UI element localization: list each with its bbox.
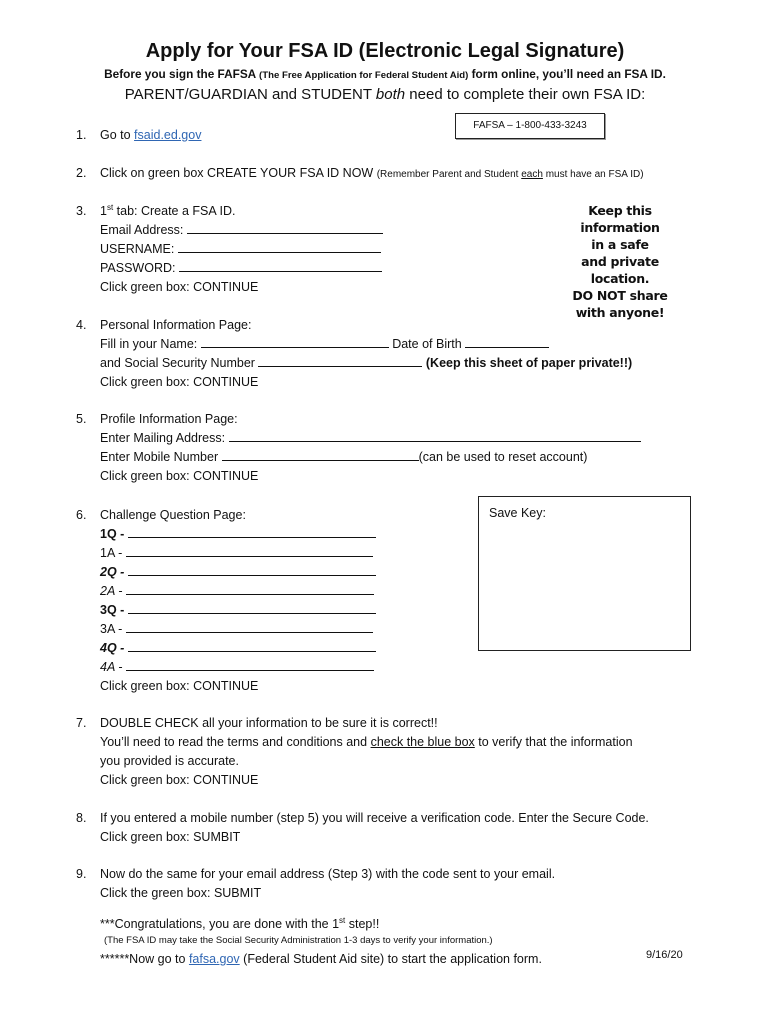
page-title: Apply for Your FSA ID (Electronic Legal Signature) <box>145 40 625 62</box>
password-line[interactable] <box>179 259 382 272</box>
document-date: 9/16/20 <box>646 949 683 961</box>
fafsa-phone-box: FAFSA – 1-800-433-3243 <box>455 113 605 139</box>
step-7-line-2: You’ll need to read the terms and conditions and check the blue box to verify that the information <box>100 735 633 749</box>
step-9-line-2: Click the green box: SUBMIT <box>100 886 262 900</box>
step-3-tab: 1st tab: Create a FSA ID. <box>100 202 236 218</box>
answer-1-field[interactable]: 1A - <box>100 544 373 563</box>
save-key-box[interactable] <box>478 496 691 651</box>
mobile-field[interactable]: Enter Mobile Number (can be used to reset account) <box>100 450 588 464</box>
name-line[interactable] <box>201 335 389 348</box>
answer-3-line[interactable] <box>126 620 373 633</box>
question-4-line[interactable] <box>128 639 376 652</box>
step-5-number: 5. <box>76 412 87 426</box>
mobile-line[interactable] <box>222 448 419 461</box>
step-1-number: 1. <box>76 128 87 142</box>
congratulations: ***Congratulations, you are done with the 1st step!! <box>100 915 380 931</box>
step-5-heading: Profile Information Page: <box>100 412 238 426</box>
answer-1-line[interactable] <box>126 544 373 557</box>
step-7-line-3: you provided is accurate. <box>100 754 239 768</box>
answer-4-field[interactable]: 4A - <box>100 658 374 677</box>
step-9-line-1: Now do the same for your email address (Step 3) with the code sent to your email. <box>100 867 556 881</box>
step-6-number: 6. <box>76 508 87 522</box>
step-2-number: 2. <box>76 166 87 180</box>
step-9-number: 9. <box>76 867 87 881</box>
dob-line[interactable] <box>465 335 549 348</box>
answer-2-field[interactable]: 2A - <box>100 582 374 601</box>
step-4-continue: Click green box: CONTINUE <box>100 375 259 389</box>
step-4-number: 4. <box>76 318 87 332</box>
answer-3-field[interactable]: 3A - <box>100 620 373 639</box>
fsaid-link[interactable]: fsaid.ed.gov <box>134 128 202 142</box>
final-instruction: ******Now go to fafsa.gov (Federal Student Aid site) to start the application form. <box>100 952 542 966</box>
step-3-number: 3. <box>76 204 87 218</box>
question-1-line[interactable] <box>128 525 376 538</box>
step-8-line-1: If you entered a mobile number (step 5) you will receive a verification code. Enter the Secure Code. <box>100 811 649 825</box>
question-1-field[interactable]: 1Q - <box>100 525 376 544</box>
ssn-line[interactable] <box>258 354 422 367</box>
ssn-field[interactable]: and Social Security Number (Keep this sheet of paper private!!) <box>100 356 633 370</box>
step-6-heading: Challenge Question Page: <box>100 508 246 522</box>
fafsa-link[interactable]: fafsa.gov <box>188 952 240 966</box>
step-2: Click on green box CREATE YOUR FSA ID NOW (Remember Parent and Student each must have an FSA ID) <box>100 166 644 180</box>
subtitle-2: PARENT/GUARDIAN and STUDENT both need to complete their own FSA ID: <box>124 86 646 103</box>
question-3-field[interactable]: 3Q - <box>100 601 376 620</box>
step-7-continue: Click green box: CONTINUE <box>100 773 259 787</box>
step-8-number: 8. <box>76 811 87 825</box>
email-line[interactable] <box>187 221 383 234</box>
question-2-line[interactable] <box>128 563 376 576</box>
username-line[interactable] <box>178 240 381 253</box>
step-3-continue: Click green box: CONTINUE <box>100 280 259 294</box>
question-2-field[interactable]: 2Q - <box>100 563 376 582</box>
step-6-continue: Click green box: CONTINUE <box>100 679 259 693</box>
password-field[interactable]: PASSWORD: <box>100 259 382 278</box>
verify-note: (The FSA ID may take the Social Security Administration 1-3 days to verify your information.) <box>104 935 493 946</box>
step-7-line-1: DOUBLE CHECK all your information to be sure it is correct!! <box>100 716 438 730</box>
address-field[interactable]: Enter Mailing Address: <box>100 429 641 448</box>
step-4-heading: Personal Information Page: <box>100 318 252 332</box>
address-line[interactable] <box>229 429 641 442</box>
answer-2-line[interactable] <box>126 582 374 595</box>
subtitle: Before you sign the FAFSA (The Free Application for Federal Student Aid) form online, you’ll need an FSA ID. <box>104 67 666 81</box>
step-5-continue: Click green box: CONTINUE <box>100 469 259 483</box>
step-7-number: 7. <box>76 716 87 730</box>
keep-private-note: Keep this information in a safe and private location. DO NOT share with anyone! <box>572 203 668 320</box>
question-4-field[interactable]: 4Q - <box>100 639 376 658</box>
step-1: Go to fsaid.ed.gov <box>100 128 202 142</box>
username-field[interactable]: USERNAME: <box>100 240 381 259</box>
save-key-label: Save Key: <box>489 506 546 520</box>
step-8-line-2: Click green box: SUMBIT <box>100 830 241 844</box>
email-field[interactable]: Email Address: <box>100 221 383 240</box>
answer-4-line[interactable] <box>126 658 374 671</box>
question-3-line[interactable] <box>128 601 376 614</box>
name-dob-fields[interactable]: Fill in your Name: Date of Birth <box>100 335 549 354</box>
